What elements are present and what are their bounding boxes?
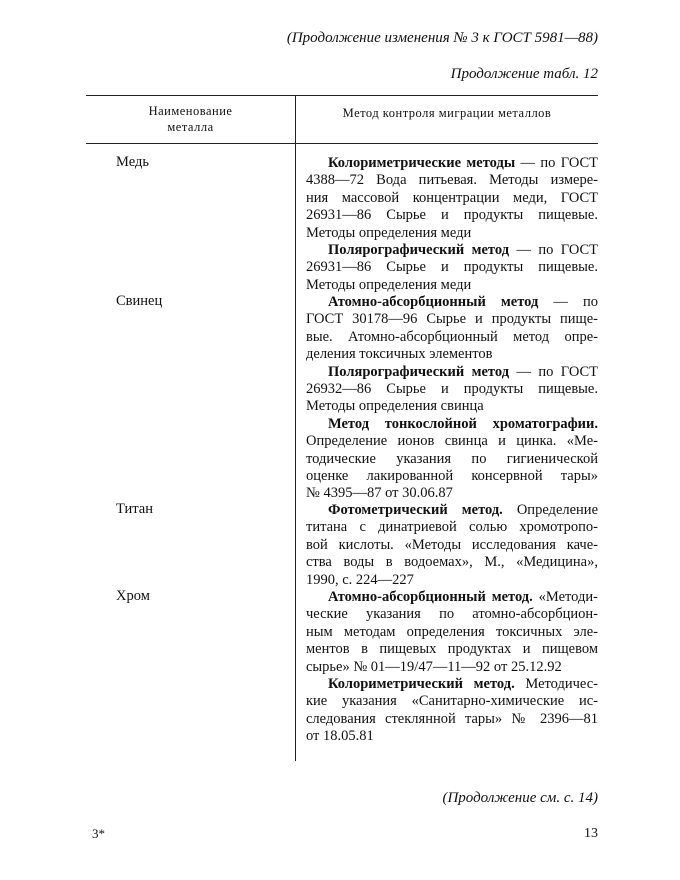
page-continuation-note: (Продолжение см. с. 14) (442, 790, 598, 806)
method-entry (306, 416, 598, 503)
method-text: ментов в пищевых продуктах и пищевом (306, 641, 598, 658)
method-text-line (306, 659, 598, 676)
method-text: сырье» № 01—19/47—11—92 от 25.12.92 (306, 658, 562, 675)
metal-name: Медь (116, 154, 149, 170)
method-text-line (306, 572, 598, 589)
method-text: деления токсичных элементов (306, 346, 493, 363)
method-text: титана с динатриевой солью хромотропо- (306, 519, 598, 536)
method-text: № 4395—87 от 30.06.87 (306, 485, 453, 502)
method-text-line (306, 641, 598, 658)
signature-mark: 3* (92, 826, 105, 841)
method-text-line (306, 329, 598, 346)
method-text-line (306, 468, 598, 485)
method-cell (306, 502, 598, 589)
method-text: — по ГОСТ (515, 155, 598, 171)
method-text: Определение (502, 502, 599, 518)
method-name: Полярографический метод (328, 241, 510, 258)
page-number: 13 (584, 826, 598, 841)
method-text-line (306, 537, 598, 554)
method-name: Атомно-абсорбционный метод. (328, 589, 533, 605)
method-title-line (306, 242, 598, 259)
method-text: «Методи- (532, 589, 598, 605)
method-entry (306, 155, 598, 242)
table-header-rule (86, 143, 598, 144)
method-text: оценке лакированной консервной тары» (306, 467, 598, 484)
method-text: — по (538, 294, 598, 310)
method-text: вые. Атомно-абсорбционный метод опре- (306, 328, 598, 345)
metal-name: Хром (116, 588, 150, 604)
method-text-line (306, 311, 598, 328)
method-name: Метод тонкослойной хроматографии. (328, 415, 598, 432)
table-column-divider (295, 95, 296, 761)
method-cell (306, 294, 598, 503)
method-entry (306, 242, 598, 294)
method-name: Фотометрический метод. (328, 502, 503, 518)
table-top-rule (86, 95, 598, 96)
method-text: 26931—86 Сырье и продукты пищевые. (306, 207, 598, 224)
column-header-metal (86, 103, 295, 135)
method-text-line (306, 451, 598, 468)
method-cell (306, 589, 598, 746)
method-text: Методы определения меди (306, 224, 472, 241)
method-text: 26931—86 Сырье и продукты пищевые. (306, 259, 598, 276)
method-cell (306, 155, 598, 294)
amendment-continuation-header: (Продолжение изменения № 3 к ГОСТ 5981—88) (286, 30, 598, 46)
method-text: следования стеклянной тары» № 2396—81 (306, 710, 598, 727)
method-title-line (306, 155, 598, 172)
method-text: от 18.05.81 (306, 728, 374, 745)
method-text-line (306, 277, 598, 294)
method-text: — по ГОСТ (509, 241, 598, 258)
method-text-line (306, 398, 598, 415)
method-text: кие указания «Санитарно-химические ис- (306, 693, 598, 710)
method-title-line (306, 676, 598, 693)
method-entry (306, 502, 598, 589)
method-text: 4388—72 Вода питьевая. Методы измере- (306, 172, 598, 189)
method-text-line (306, 554, 598, 571)
metal-name: Свинец (116, 293, 163, 309)
column-header-method: Метод контроля миграции металлов (342, 106, 552, 120)
method-text: 1990, с. 224—227 (306, 571, 414, 588)
method-text-line (306, 606, 598, 623)
method-text: Методы определения свинца (306, 398, 484, 415)
method-text: ства воды в водоемах», М., «Медицина», (306, 554, 598, 571)
method-text: Определение ионов свинца и цинка. «Ме- (306, 433, 598, 450)
method-text: 26932—86 Сырье и продукты пищевые. (306, 380, 598, 397)
method-name: Атомно-абсорбционный метод (328, 294, 539, 310)
method-text: ным методам определения токсичных эле- (306, 623, 598, 640)
method-text-line (306, 381, 598, 398)
method-text-line (306, 485, 598, 502)
method-title-line (306, 364, 598, 381)
method-text-line (306, 728, 598, 745)
method-text: ческие указания по атомно-абсорбцион- (306, 606, 598, 623)
method-title-line (306, 589, 598, 606)
metal-name: Титан (116, 501, 153, 517)
column-header-metal-line2: металла (167, 120, 214, 134)
method-entry (306, 589, 598, 676)
method-text-line (306, 172, 598, 189)
method-text: ния массовой концентрации меди, ГОСТ (306, 189, 598, 206)
column-header-metal-line1: Наименование (148, 104, 233, 118)
method-entry (306, 294, 598, 364)
method-text-line (306, 693, 598, 710)
method-text-line (306, 190, 598, 207)
method-name: Полярографический метод (328, 363, 510, 380)
method-entry (306, 676, 598, 746)
method-text: Методы определения меди (306, 276, 472, 293)
method-name: Колориметрический метод. (328, 675, 515, 692)
method-name: Колориметрические методы (328, 155, 516, 171)
method-text-line (306, 433, 598, 450)
method-text-line (306, 259, 598, 276)
method-entry (306, 364, 598, 416)
method-title-line (306, 416, 598, 433)
method-text: вой кислоты. «Методы исследования каче- (306, 536, 598, 553)
table-continuation-label: Продолжение табл. 12 (450, 66, 598, 82)
method-text-line (306, 225, 598, 242)
method-text-line (306, 711, 598, 728)
method-text-line (306, 207, 598, 224)
method-text-line (306, 346, 598, 363)
method-text-line (306, 519, 598, 536)
method-title-line (306, 294, 598, 311)
method-text: Методичес- (514, 675, 598, 692)
method-text: ГОСТ 30178—96 Сырье и продукты пище- (306, 311, 598, 328)
method-title-line (306, 502, 598, 519)
method-text: — по ГОСТ (509, 363, 598, 380)
method-text: тодические указания по гигиенической (306, 450, 598, 467)
method-text-line (306, 624, 598, 641)
